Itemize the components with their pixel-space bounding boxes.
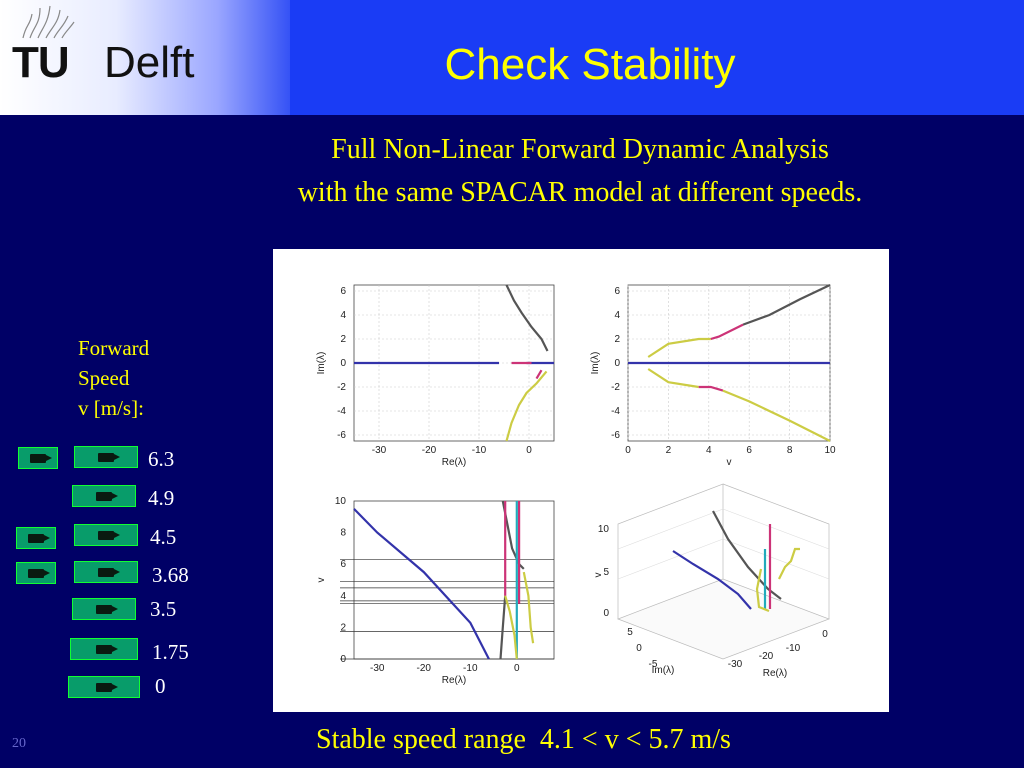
flame-logo-icon — [18, 4, 78, 40]
z-tick-label: 5 — [627, 627, 633, 638]
speed-label: 4.5 — [150, 525, 177, 549]
video-camera-icon — [28, 534, 44, 543]
z-axis-label: Im(λ) — [651, 665, 675, 676]
x-tick-label: 6 — [746, 445, 752, 456]
x-tick-label: -30 — [370, 663, 385, 674]
video-button-3.68[interactable] — [74, 561, 138, 583]
x-tick-label: 0 — [526, 445, 532, 456]
x-tick-label: -10 — [471, 445, 487, 456]
y-axis-label: Im(λ) — [316, 351, 327, 375]
y-axis-label: Im(λ) — [590, 351, 601, 375]
y-tick-label: -6 — [611, 430, 620, 441]
y-tick-label: 5 — [603, 567, 609, 578]
x-tick-label: 10 — [824, 445, 836, 456]
x-tick-label: 0 — [625, 445, 631, 456]
y-tick-label: 0 — [340, 654, 346, 665]
logo-tu: TU — [12, 38, 69, 87]
tu-delft-logo — [0, 0, 290, 115]
forward-speed-line-3: v [m/s]: — [78, 396, 144, 420]
x-tick-label: 4 — [706, 445, 712, 456]
forward-speed-line-1: Forward — [78, 336, 150, 360]
video-camera-icon — [96, 645, 112, 654]
video-button-1.75[interactable] — [70, 638, 138, 660]
y-axis-label: v — [593, 572, 604, 578]
y-tick-label: -2 — [611, 382, 620, 393]
y-tick-label: 2 — [340, 334, 346, 345]
video-camera-icon — [96, 683, 112, 692]
video-button-left-6.3[interactable] — [18, 447, 58, 469]
video-camera-icon — [98, 568, 114, 577]
video-button-6.3[interactable] — [74, 446, 138, 468]
slide-number: 20 — [12, 736, 26, 751]
speed-label: 0 — [155, 674, 166, 698]
y-tick-label: 4 — [614, 310, 620, 321]
y-tick-label: 8 — [340, 527, 346, 539]
y-tick-label: 10 — [334, 496, 346, 507]
speed-label: 1.75 — [152, 640, 189, 664]
speed-label: 6.3 — [148, 447, 175, 471]
x-tick-label: 0 — [514, 663, 520, 674]
y-tick-label: 6 — [614, 286, 620, 297]
video-camera-icon — [98, 531, 114, 540]
y-tick-label: 2 — [614, 334, 620, 345]
y-tick-label: 6 — [340, 559, 346, 571]
slide-title: Check Stability — [444, 40, 736, 89]
x-tick-label: -30 — [371, 445, 387, 456]
x-axis-label: v — [726, 457, 732, 468]
y-tick-label: -4 — [337, 406, 346, 417]
slide-subtitle — [200, 128, 960, 214]
speed-label: 4.9 — [148, 486, 175, 510]
subtitle-line-1: Full Non-Linear Forward Dynamic Analysis — [331, 134, 829, 165]
x-axis-label: Re(λ) — [762, 668, 788, 679]
speed-label: 3.68 — [152, 563, 189, 587]
z-tick-label: 0 — [636, 643, 642, 654]
speed-label: 3.5 — [150, 597, 177, 621]
y-tick-label: 4 — [340, 310, 346, 321]
y-tick-label: -2 — [337, 382, 346, 393]
video-button-4.5[interactable] — [74, 524, 138, 546]
y-tick-label: 0 — [603, 608, 609, 619]
y-axis-label: v — [316, 577, 327, 583]
y-tick-label: 0 — [614, 358, 620, 369]
video-camera-icon — [96, 605, 112, 614]
video-button-0[interactable] — [68, 676, 140, 698]
series-line — [779, 549, 800, 579]
forward-speed-line-2: Speed — [78, 366, 130, 390]
video-button-3.5[interactable] — [72, 598, 136, 620]
video-button-left-4.5[interactable] — [16, 527, 56, 549]
y-tick-label: 4 — [340, 590, 346, 602]
x-tick-label: -20 — [421, 445, 437, 456]
y-tick-label: -4 — [611, 406, 620, 417]
y-tick-label: 10 — [597, 524, 609, 535]
video-camera-icon — [28, 569, 44, 578]
x-tick-label: -10 — [463, 663, 478, 674]
video-button-left-3.68[interactable] — [16, 562, 56, 584]
x-axis-label: Re(λ) — [441, 675, 467, 686]
forward-speed-label — [78, 333, 149, 423]
grid-line — [723, 539, 829, 579]
y-tick-label: 0 — [340, 358, 346, 369]
video-camera-icon — [96, 492, 112, 501]
grid-line — [723, 509, 829, 549]
x-tick-label: -30 — [727, 659, 743, 670]
eigenvalue-plots — [273, 249, 889, 712]
plot-frame — [354, 501, 554, 659]
eigenvalue-plots-panel — [273, 249, 889, 712]
video-camera-icon — [98, 453, 114, 462]
y-tick-label: -6 — [337, 430, 346, 441]
x-tick-label: 0 — [822, 629, 828, 640]
video-camera-icon — [30, 454, 46, 463]
grid-line — [618, 509, 723, 549]
z-tick-label: -5 — [648, 659, 658, 670]
x-tick-label: -20 — [758, 651, 774, 662]
x-tick-label: -20 — [416, 663, 431, 674]
x-tick-label: 2 — [665, 445, 672, 456]
x-tick-label: -10 — [785, 643, 801, 654]
subtitle-line-2: with the same SPACAR model at different speeds. — [297, 177, 863, 208]
x-axis-label: Re(λ) — [441, 457, 467, 468]
video-button-4.9[interactable] — [72, 485, 136, 507]
y-tick-label: 2 — [340, 622, 346, 634]
x-tick-label: 8 — [786, 445, 793, 456]
y-tick-label: 6 — [340, 286, 346, 297]
stable-speed-range: Stable speed range 4.1 < v < 5.7 m/s — [316, 724, 731, 755]
logo-delft: Delft — [104, 38, 195, 87]
